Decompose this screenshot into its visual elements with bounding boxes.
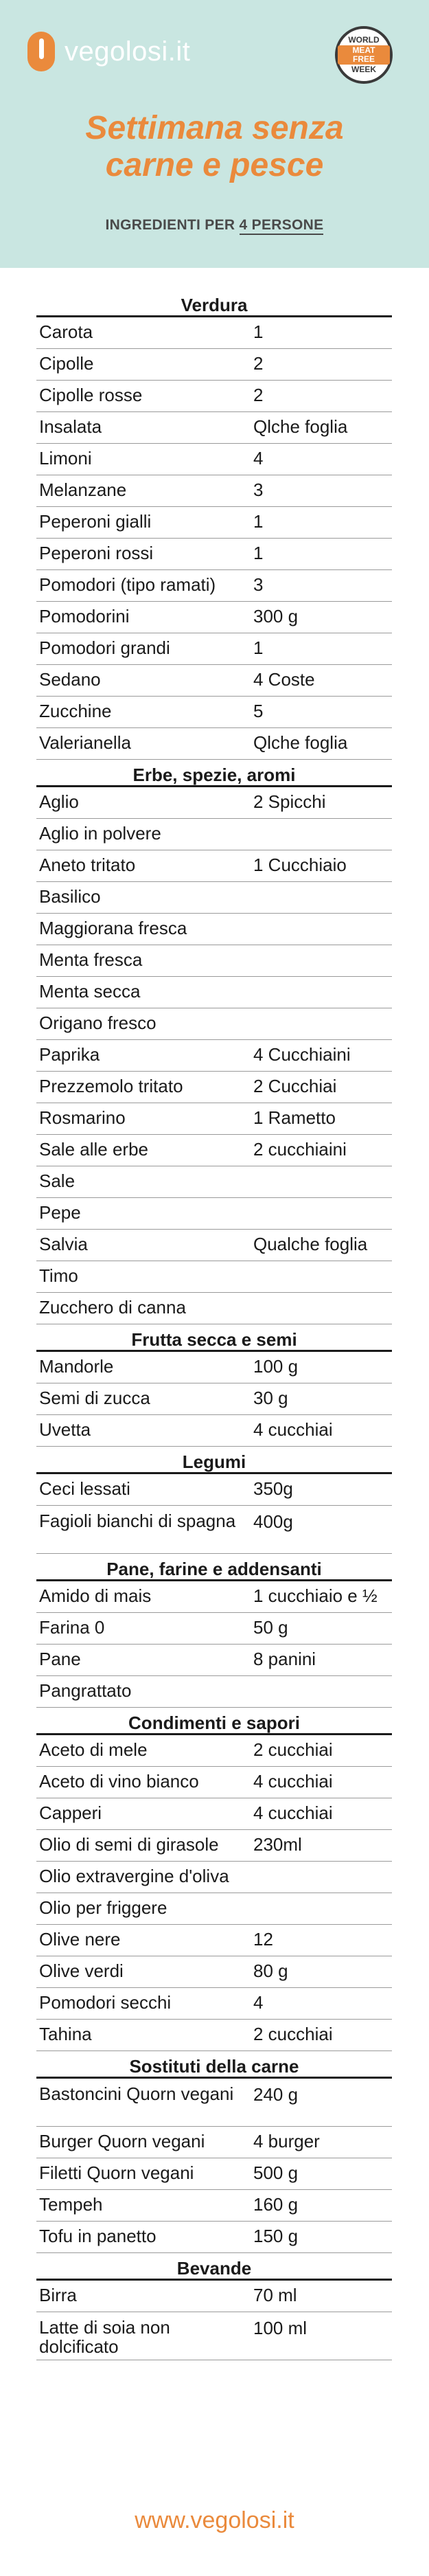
ingredient-row [36, 2222, 392, 2253]
ingredient-row [36, 444, 392, 475]
ingredient-quantity: Qlche foglia [253, 416, 348, 437]
ingredient-row [36, 1613, 392, 1645]
ingredient-name: Olio per friggere [39, 1897, 167, 1918]
ingredient-name: Carota [39, 321, 93, 342]
ingredient-quantity [252, 1261, 392, 1292]
ingredient-name: Sale [39, 1171, 76, 1191]
ingredient-name: Paprika [39, 1044, 100, 1065]
ingredient-quantity: 4 cucchiai [253, 1419, 333, 1440]
ingredients-table [36, 290, 392, 2360]
ingredient-row [36, 475, 392, 507]
ingredient-name: Burger Quorn vegani [39, 2131, 205, 2151]
ingredient-quantity: 500 g [253, 2162, 299, 2183]
category-header: Erbe, spezie, aromi [36, 760, 392, 787]
ingredient-quantity: 4 [253, 1992, 264, 2013]
ingredient-row [36, 2079, 392, 2127]
ingredient-quantity [252, 1893, 392, 1924]
ingredient-row [36, 1956, 392, 1988]
ingredient-name: Menta secca [39, 981, 141, 1002]
ingredient-quantity [252, 1293, 392, 1324]
ingredient-name: Pomodori (tipo ramati) [39, 574, 216, 595]
ingredient-row [36, 1506, 392, 1554]
ingredient-name: Aglio [39, 791, 79, 812]
ingredient-row [36, 381, 392, 412]
ingredient-quantity: 230ml [253, 1834, 302, 1855]
ingredient-name: Sedano [39, 669, 101, 690]
ingredient-name: Prezzemolo tritato [39, 1076, 183, 1096]
ingredient-quantity: 50 g [253, 1617, 288, 1638]
category-header: Bevande [36, 2253, 392, 2281]
ingredient-row [36, 1383, 392, 1415]
ingredient-name: Valerianella [39, 732, 131, 753]
ingredient-row [36, 317, 392, 349]
title-line-2: carne e pesce [105, 147, 324, 183]
ingredient-row [36, 1735, 392, 1767]
category-header: Frutta secca e semi [36, 1324, 392, 1352]
ingredient-quantity: 3 [253, 574, 264, 595]
ingredient-name: Latte di soia non dolcificato [39, 2317, 170, 2357]
header-banner [0, 0, 429, 268]
ingredient-row [36, 2158, 392, 2190]
ingredient-quantity: 70 ml [253, 2285, 297, 2305]
ingredient-name: Uvetta [39, 1419, 91, 1440]
ingredient-name: Pangrattato [39, 1680, 132, 1701]
ingredient-row [36, 1198, 392, 1230]
ingredient-quantity [252, 1676, 392, 1707]
ingredient-name: Filetti Quorn vegani [39, 2162, 194, 2183]
ingredient-row [36, 1862, 392, 1893]
ingredient-quantity: 1 [253, 637, 264, 658]
ingredient-quantity: 1 cucchiaio e ½ [253, 1585, 378, 1606]
ingredient-name: Farina 0 [39, 1617, 105, 1638]
category-header: Sostituti della carne [36, 2051, 392, 2079]
ingredient-row [36, 819, 392, 850]
ingredient-quantity: 2 cucchiai [253, 2024, 333, 2044]
ingredient-quantity: 4 [253, 448, 264, 468]
ingredient-row [36, 697, 392, 728]
ingredient-name: Salvia [39, 1234, 88, 1254]
ingredient-quantity: 4 Cucchiaini [253, 1044, 351, 1065]
category-header: Legumi [36, 1447, 392, 1474]
servings-subtitle [0, 217, 429, 234]
ingredient-name: Basilico [39, 886, 101, 907]
ingredient-name: Olio di semi di girasole [39, 1834, 219, 1855]
badge-line-2: MEAT FREE [338, 45, 390, 65]
ingredient-row [36, 945, 392, 977]
ingredient-row [36, 2020, 392, 2051]
ingredient-row [36, 1925, 392, 1956]
ingredient-quantity: 400g [253, 1511, 293, 1532]
ingredient-quantity: 12 [253, 1929, 273, 1950]
ingredient-quantity: 2 cucchiai [253, 1739, 333, 1760]
ingredient-row [36, 1072, 392, 1103]
ingredient-row [36, 850, 392, 882]
ingredient-quantity: 160 g [253, 2194, 299, 2215]
ingredient-quantity: 3 [253, 479, 264, 500]
ingredient-name: Olive verdi [39, 1961, 124, 1981]
ingredient-row [36, 1798, 392, 1830]
ingredient-quantity [252, 1008, 392, 1039]
ingredient-quantity: 100 ml [253, 2318, 308, 2338]
ingredient-name: Birra [39, 2285, 77, 2305]
ingredient-quantity: Qlche foglia [253, 732, 348, 753]
ingredient-quantity [252, 819, 392, 850]
ingredient-row [36, 2312, 392, 2360]
ingredient-name: Aneto tritato [39, 855, 136, 875]
ingredient-name: Sale alle erbe [39, 1139, 148, 1160]
subtitle-prefix: INGREDIENTI PER [105, 217, 240, 233]
ingredient-row [36, 1040, 392, 1072]
ingredient-quantity: 2 Cucchiai [253, 1076, 337, 1096]
ingredient-name: Pepe [39, 1202, 81, 1223]
ingredient-row [36, 1988, 392, 2020]
ingredient-name: Melanzane [39, 479, 127, 500]
ingredient-name: Bastoncini Quorn vegani [39, 2083, 234, 2104]
ingredient-row [36, 1676, 392, 1708]
ingredient-row [36, 728, 392, 760]
ingredient-row [36, 2127, 392, 2158]
ingredient-name: Aceto di mele [39, 1739, 148, 1760]
vegolosi-logo-icon [27, 32, 55, 71]
ingredient-quantity: 1 [253, 511, 264, 532]
ingredient-name: Cipolle rosse [39, 385, 143, 405]
ingredient-quantity: 1 Rametto [253, 1107, 336, 1128]
world-meat-free-week-badge [335, 26, 393, 84]
ingredient-name: Maggiorana fresca [39, 918, 187, 938]
ingredient-name: Pomodori secchi [39, 1992, 172, 2013]
ingredient-name: Tahina [39, 2024, 92, 2044]
ingredient-quantity: Qualche foglia [253, 1234, 368, 1254]
ingredient-row [36, 602, 392, 633]
ingredient-row [36, 1230, 392, 1261]
ingredient-name: Aceto di vino bianco [39, 1771, 199, 1792]
ingredient-name: Olive nere [39, 1929, 121, 1950]
ingredient-row [36, 633, 392, 665]
ingredient-quantity: 4 burger [253, 2131, 320, 2151]
subtitle-servings: 4 PERSONE [240, 217, 324, 235]
ingredient-quantity: 1 [253, 321, 264, 342]
ingredient-quantity [252, 1862, 392, 1893]
ingredient-row [36, 914, 392, 945]
category-header: Pane, farine e addensanti [36, 1554, 392, 1581]
badge-line-1: WORLD [348, 35, 380, 45]
ingredient-quantity: 4 Coste [253, 669, 315, 690]
ingredient-name: Origano fresco [39, 1013, 156, 1033]
ingredient-quantity [252, 882, 392, 913]
ingredient-row [36, 1830, 392, 1862]
ingredient-row [36, 882, 392, 914]
ingredient-row [36, 2281, 392, 2312]
ingredient-row [36, 507, 392, 539]
ingredient-row [36, 1166, 392, 1198]
ingredient-row [36, 1103, 392, 1135]
category-header: Verdura [36, 290, 392, 317]
ingredient-row [36, 1474, 392, 1506]
ingredient-row [36, 412, 392, 444]
ingredient-name: Cipolle [39, 353, 94, 374]
ingredient-quantity [252, 914, 392, 945]
ingredient-quantity: 300 g [253, 606, 299, 626]
ingredient-name: Mandorle [39, 1356, 114, 1377]
ingredient-quantity: 2 [253, 353, 264, 374]
footer-url[interactable]: www.vegolosi.it [135, 2507, 294, 2533]
ingredient-row [36, 787, 392, 819]
ingredient-quantity [252, 1166, 392, 1197]
title-line-1: Settimana senza [85, 110, 344, 146]
ingredient-name: Fagioli bianchi di spagna [39, 1511, 236, 1531]
ingredient-quantity [252, 945, 392, 976]
ingredient-quantity: 30 g [253, 1388, 288, 1408]
ingredient-quantity: 240 g [253, 2084, 299, 2105]
ingredient-name: Ceci lessati [39, 1478, 130, 1499]
ingredient-quantity: 350g [253, 1478, 293, 1499]
ingredient-name: Zucchine [39, 701, 112, 721]
ingredient-row [36, 1645, 392, 1676]
ingredient-name: Aglio in polvere [39, 823, 161, 844]
ingredient-row [36, 1352, 392, 1383]
ingredient-quantity: 150 g [253, 2226, 299, 2246]
ingredient-quantity: 4 cucchiai [253, 1803, 333, 1823]
ingredient-name: Zucchero di canna [39, 1297, 186, 1318]
ingredient-quantity: 5 [253, 701, 264, 721]
ingredient-name: Amido di mais [39, 1585, 152, 1606]
ingredient-name: Rosmarino [39, 1107, 126, 1128]
ingredient-row [36, 1261, 392, 1293]
ingredient-quantity: 2 Spicchi [253, 791, 326, 812]
ingredient-name: Insalata [39, 416, 102, 437]
ingredient-row [36, 539, 392, 570]
ingredient-name: Semi di zucca [39, 1388, 150, 1408]
ingredient-row [36, 1135, 392, 1166]
ingredient-name: Menta fresca [39, 949, 143, 970]
ingredient-name: Peperoni rossi [39, 543, 154, 563]
ingredient-row [36, 1293, 392, 1324]
ingredient-quantity: 80 g [253, 1961, 288, 1981]
ingredient-name: Limoni [39, 448, 92, 468]
ingredient-row [36, 1581, 392, 1613]
ingredient-row [36, 977, 392, 1008]
ingredient-row [36, 1767, 392, 1798]
ingredient-name: Pomodorini [39, 606, 130, 626]
ingredient-row [36, 1415, 392, 1447]
ingredient-quantity: 2 [253, 385, 264, 405]
ingredient-row [36, 570, 392, 602]
ingredient-name: Tofu in panetto [39, 2226, 156, 2246]
ingredient-quantity [252, 977, 392, 1008]
ingredient-quantity: 2 cucchiaini [253, 1139, 347, 1160]
ingredient-row [36, 1893, 392, 1925]
ingredient-name: Timo [39, 1265, 78, 1286]
ingredient-quantity: 1 Cucchiaio [253, 855, 347, 875]
badge-line-3: WEEK [351, 65, 376, 74]
ingredient-quantity [252, 1198, 392, 1229]
site-logo[interactable] [27, 32, 190, 71]
ingredient-row [36, 349, 392, 381]
ingredient-name: Pane [39, 1649, 81, 1669]
page-title [0, 110, 429, 184]
ingredient-quantity: 1 [253, 543, 264, 563]
ingredient-name: Peperoni gialli [39, 511, 152, 532]
ingredient-row [36, 1008, 392, 1040]
ingredient-name: Olio extravergine d'oliva [39, 1866, 229, 1886]
ingredient-quantity: 100 g [253, 1356, 299, 1377]
ingredient-name: Pomodori grandi [39, 637, 170, 658]
ingredient-quantity: 8 panini [253, 1649, 316, 1669]
ingredient-name: Capperi [39, 1803, 102, 1823]
ingredient-quantity: 4 cucchiai [253, 1771, 333, 1792]
logo-text: vegolosi.it [65, 36, 191, 67]
ingredient-name: Tempeh [39, 2194, 103, 2215]
ingredient-row [36, 2190, 392, 2222]
ingredient-row [36, 665, 392, 697]
category-header: Condimenti e sapori [36, 1708, 392, 1735]
